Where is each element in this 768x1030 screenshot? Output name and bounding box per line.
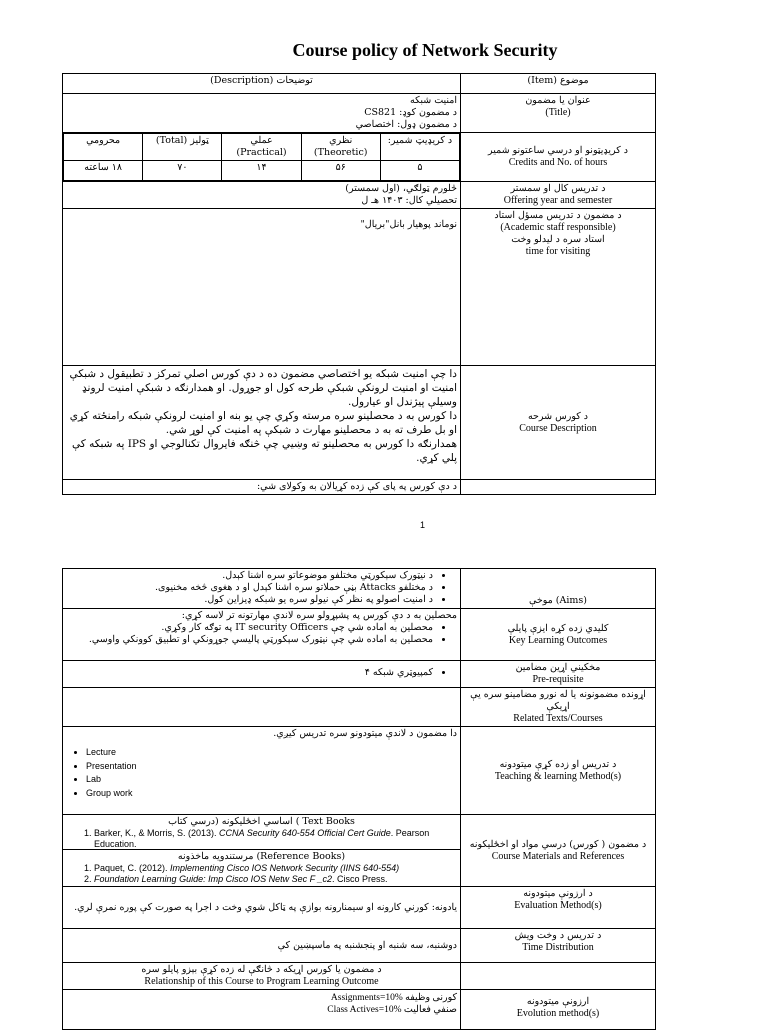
- description-label: د کورس شرحه Course Description: [461, 366, 656, 480]
- list-item: • د نیټورک سېکورټي مختلفو موضوعاتو سره اشنا کېدل.: [66, 570, 433, 582]
- description-value: [63, 366, 461, 480]
- course-policy-table-page1: [62, 73, 656, 495]
- credits-value: [63, 133, 461, 182]
- evolution-value: کورنی وظیفه Assignments=10% صنفي فعالیت Class Actives=10%: [63, 990, 461, 1030]
- staff-value: نوماند پوهیار بانل"بریال": [63, 209, 461, 366]
- outcomes-value: محصلین به د دې کورس په پشپړولو سره لاندې مهارتونه تر لاسه کړي: • محصلین به اماده شي چې IT security Officers په توګه کار وکړي. • محصلین به اماده شي چې نیټورک سېکورټي پالیسي جوړونکي او تطبیق کوونکي واوسي.: [63, 609, 461, 661]
- list-item: • Group work: [86, 787, 457, 801]
- related-value: [63, 688, 461, 727]
- materials-label: د مضمون ( کورس) درسي مواد او اخځلیکونه Course Materials and References: [461, 815, 656, 887]
- offering-value: څلورم ټولګي، (اول سمستر) تحصیلي کال: ۱۴۰۳ هـ ل: [63, 182, 461, 209]
- list-item: • Presentation: [86, 760, 457, 774]
- references-list: [66, 863, 457, 885]
- teaching-value: دا مضمون د لاندې میتودونو سره تدریس کیږي. • Lecture • Presentation • Lab • Group work: [63, 727, 461, 815]
- list-item: • Lecture: [86, 746, 457, 760]
- credits-header: ټولیز (Total): [143, 134, 222, 161]
- outcomes-list: [66, 622, 457, 646]
- outcomes-label: کلیدي زده کړه ایزې پایلې Key Learning Outcomes: [461, 609, 656, 661]
- relationship-title: د مضمون یا کورس اړیکه د څانګې له زده کړې بېزو پایلو سره Relationship of this Course to Program Learning Outcome: [63, 963, 461, 990]
- list-item: 1. Paquet, C. (2012). Implementing Cisco IOS Network Security (IINS 640-554): [94, 863, 457, 874]
- credits-cell: ۷۰: [143, 161, 222, 181]
- credits-header: محرومي: [64, 134, 143, 161]
- credits-cell: ۵۶: [301, 161, 380, 181]
- list-item: • محصلین به اماده شي چې نیټورک سېکورټي پالیسي جوړونکي او تطبیق کوونکي واوسي.: [66, 634, 433, 646]
- aims-label: موخې (Aims): [461, 569, 656, 609]
- header-description: (Description) توضیحات: [63, 74, 461, 94]
- credits-header: نظري (Theoretic): [301, 134, 380, 161]
- teaching-methods-list: [66, 746, 457, 800]
- evaluation-label: د ارزونې میتودونه Evaluation Method(s): [461, 887, 656, 929]
- empty-cell: [461, 480, 656, 495]
- list-item: • Lab: [86, 773, 457, 787]
- title-label: عنوان یا مضمون (Title): [461, 94, 656, 133]
- prereq-label: مخکیني اړین مضامین Pre-requisite: [461, 661, 656, 688]
- course-policy-table-page2: [62, 568, 656, 1030]
- prereq-value: [63, 661, 461, 688]
- description-paragraph: دا کورس به د محصلینو سره مرسته وکړي چې یو بنه او امنیت لرونکې شبکه رامنځته کړي او بل طرف ته به د محصلینو مهارت د شبکې په امنیت کې لوړ شي.: [69, 410, 457, 436]
- description-paragraph: همدارنګه دا کورس به محصلینو ته وښیي چې څنګه فایروال تکنالوجي او IPS په شبکه کې پلي کړي.: [72, 438, 457, 464]
- related-label: اړونده مضمونونه یا له نورو مضامینو سره یې اړیکې Related Texts/Courses: [461, 688, 656, 727]
- credits-cell: ۵: [380, 161, 459, 181]
- time-value: دوشنبه، سه شنبه او پنجشنبه په ماسپښین کې: [63, 929, 461, 963]
- list-item: 1. Barker, K., & Morris, S. (2013). CCNA Security 640-554 Official Cert Guide. Pearson Education.: [94, 828, 457, 850]
- time-label: د تدریس د وخت ویش Time Distribution: [461, 929, 656, 963]
- document-title: Course policy of Network Security: [292, 40, 558, 60]
- list-item: • د مختلفو Attacks بڼې حملاتو سره اشنا کېدل او د هغوی څخه مخنیوی.: [66, 582, 433, 594]
- credits-cell: ۱۴: [222, 161, 301, 181]
- aims-intro: د دې کورس په پای کې زده کړیالان به وکولای شي:: [63, 480, 461, 495]
- aims-value: [63, 569, 461, 609]
- description-paragraph: دا چې امنیت شبکه یو اختصاصي مضمون ده د دې کورس اصلي تمرکز د تطبیقول د شبکې امنیت او امنیت لرونکې شبکې طرحه کول او جوړول. او همدارنګه د شبکې امنیت لرونډ وسیلې پیژندل او عیارول.: [69, 368, 457, 408]
- textbooks-list: [66, 828, 457, 850]
- textbooks-section: اساسي اخځلیکونه (درسي کتاب ( Text Books 1. Barker, K., & Morris, S. (2013). CCNA Security 640-554 Official Cert Guide. Pearson Education.: [63, 815, 460, 850]
- evolution-label: ارزونې میتودونه Evolution method(s): [461, 990, 656, 1030]
- credits-label: د کریډیټونو او درسي ساعتونو شمیر Credits and No. of hours: [461, 133, 656, 182]
- list-item: • کمپیوټري شبکه ۴: [66, 667, 433, 679]
- offering-label: د تدریس کال او سمستر Offering year and semester: [461, 182, 656, 209]
- list-item: 2. Foundation Learning Guide: Imp Cisco IOS Netw Sec F _c2. Cisco Press.: [94, 874, 457, 885]
- header-item: (Item) موضوع: [461, 74, 656, 94]
- teaching-label: د تدریس او زده کړې میتودونه Teaching & learning Method(s): [461, 727, 656, 815]
- credits-header: د کریډیټ شمیر:: [380, 134, 459, 161]
- materials-value: [63, 815, 461, 887]
- credits-cell: ۱۸ ساعته: [64, 161, 143, 181]
- page-number: 1: [420, 520, 426, 530]
- credits-table: [63, 133, 460, 181]
- credits-header: عملي (Practical): [222, 134, 301, 161]
- title-value: امنیت شبکه د مضمون کوډ: CS821 د مضمون ډول: اختصاصي: [63, 94, 461, 133]
- evaluation-value: یادونه: کورني کارونه او سیمنارونه بوازې په ټاکل شوي وخت د اجرا په صورت کې پوره نمرې لري.: [63, 887, 461, 929]
- empty-cell: [461, 963, 656, 990]
- list-item: • محصلین به اماده شي چې IT security Officers په توګه کار وکړي.: [66, 622, 433, 634]
- aims-list: [66, 570, 457, 606]
- staff-label: د مضمون د تدریس مسؤل استاد (Academic staff responsible) استاد سره د لیدلو وخت time for visiting: [461, 209, 656, 366]
- references-section: مرستندویه ماخذونه (Reference Books) 1. Paquet, C. (2012). Implementing Cisco IOS Network Security (IINS 640-554) 2. Foundation Learning Guide: Imp Cisco IOS Netw Sec F _c2. Cisco Press.: [63, 850, 460, 886]
- list-item: • د امنیت اصولو په نظر کې نیولو سره یو شبکه ډیزاین کول.: [66, 594, 433, 606]
- prereq-list: [66, 667, 457, 679]
